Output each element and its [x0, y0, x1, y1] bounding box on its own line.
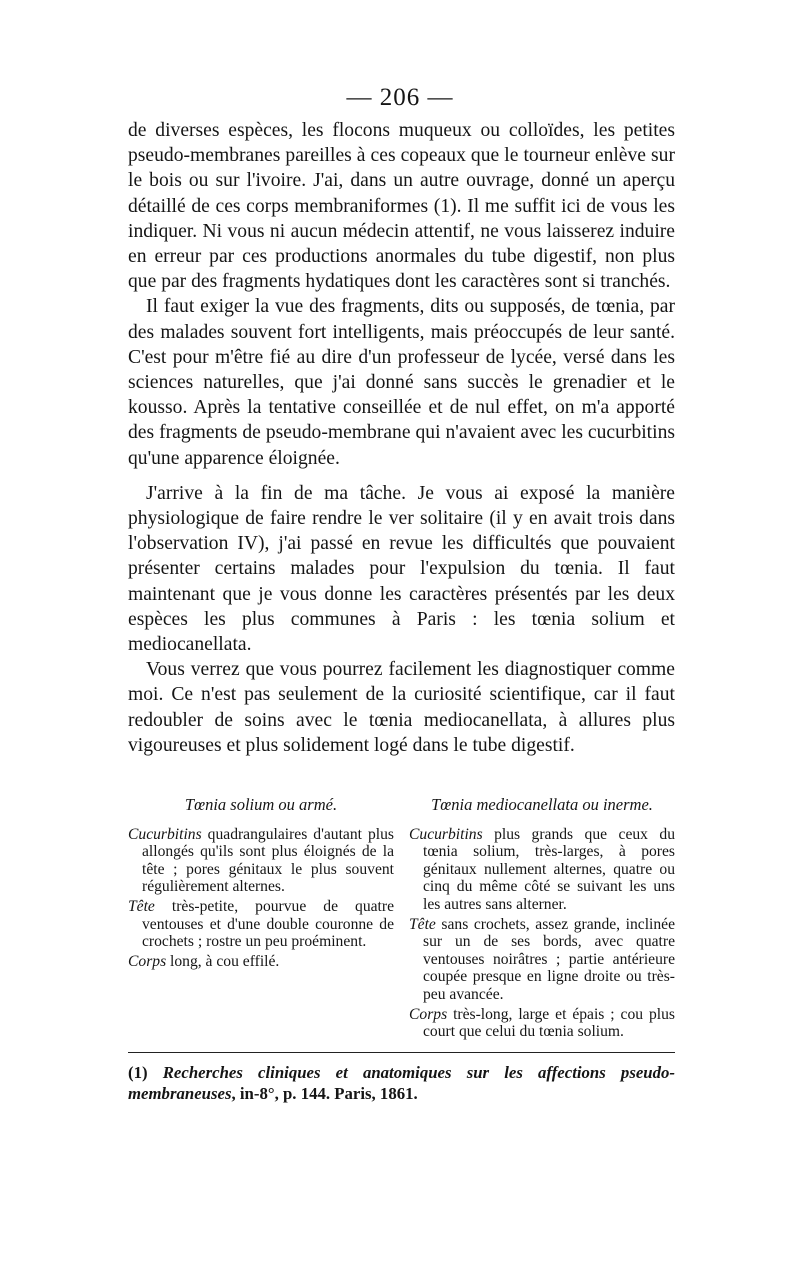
entry-solium-cucurbitins: Cucurbitins quadrangulaires d'autant plus allongés qu'ils sont plus éloignés de la tête ; pores génitaux le plus souvent régulièrement alternes.: [128, 825, 394, 896]
footnote: (1) Recherches cliniques et anatomiques sur les affections pseudo-membraneuses, in-8°, p. 144. Paris, 1861.: [128, 1063, 676, 1103]
comparison-table: [128, 796, 675, 1043]
paragraph-4: Vous verrez que vous pourrez facilement les diagnostiquer comme moi. Ce n'est pas seulement de la curiosité scientifique, car il faut redoubler de soins avec le tœnia mediocanellata, à allures plus vigoureuses et plus solidement logé dans le tube digestif.: [128, 659, 675, 756]
entry-medio-tete: Tête sans crochets, assez grande, inclinée sur un de ses bords, avec quatre ventouses noirâtres ; partie antérieure coupée presque en ligne droite ou très-peu avancée.: [409, 915, 675, 1003]
paragraph-1: de diverses espèces, les flocons muqueux ou colloïdes, les petites pseudo-membranes pareilles à ces copeaux que le tourneur enlève sur le bois ou sur l'ivoire. J'ai, dans un autre ouvrage, donné un aperçu détaillé de ces corps membraniformes (1). Il me suffit ici de vous les indiquer. Ni vous ni aucun médecin attentif, ne vous laisserez induire en erreur par ces productions anormales du tube digestif, non plus que par des fragments hydatiques dont les caractères sont si tranchés.: [128, 120, 675, 293]
paragraph-3: J'arrive à la fin de ma tâche. Je vous ai exposé la manière physiologique de faire rendre le ver solitaire (il y en avait trois dans l'observation IV), j'ai passé en revue les difficultés que pouvaient présenter certains malades pour l'expulsion du tœnia. Il faut maintenant que je vous donne les caractères présentés par les deux espèces les plus communes à Paris : les tœnia solium et mediocanellata.: [128, 482, 675, 656]
column-mediocanellata: [409, 796, 675, 1043]
footnote-rule: [128, 1052, 675, 1053]
column-header-solium: Tœnia solium ou armé.: [184, 795, 338, 814]
entry-solium-corps: Corps long, à cou effilé.: [128, 952, 280, 970]
entry-solium-tete: Tête très-petite, pourvue de quatre ventouses et d'une double couronne de crochets ; rostre un peu proéminent.: [128, 897, 394, 951]
main-text: [128, 118, 675, 758]
entry-medio-cucurbitins: Cucurbitins plus grands que ceux du tœnia solium, très-larges, à pores génitaux nullement alternes, quatre ou cinq du même côté se suivant les uns les autres sans alterner.: [409, 825, 675, 913]
entry-medio-corps: Corps très-long, large et épais ; cou plus court que celui du tœnia solium.: [409, 1005, 675, 1041]
paragraph-2: Il faut exiger la vue des fragments, dits ou supposés, de tœnia, par des malades souvent fort intelligents, mais préoccupés de leur santé. C'est pour m'être fié au dire d'un professeur de lycée, versé dans les sciences naturelles, que j'ai donné sans succès le grenadier et le kousso. Après la tentative conseillée et de nul effet, on m'a apporté des fragments de pseudo-membrane qui n'avaient avec les cucurbitins qu'une apparence éloignée.: [128, 296, 675, 469]
column-solium: [128, 796, 394, 1043]
column-header-mediocanellata: Tœnia mediocanellata ou inerme.: [431, 795, 653, 814]
page-number: — 206 —: [346, 84, 454, 111]
